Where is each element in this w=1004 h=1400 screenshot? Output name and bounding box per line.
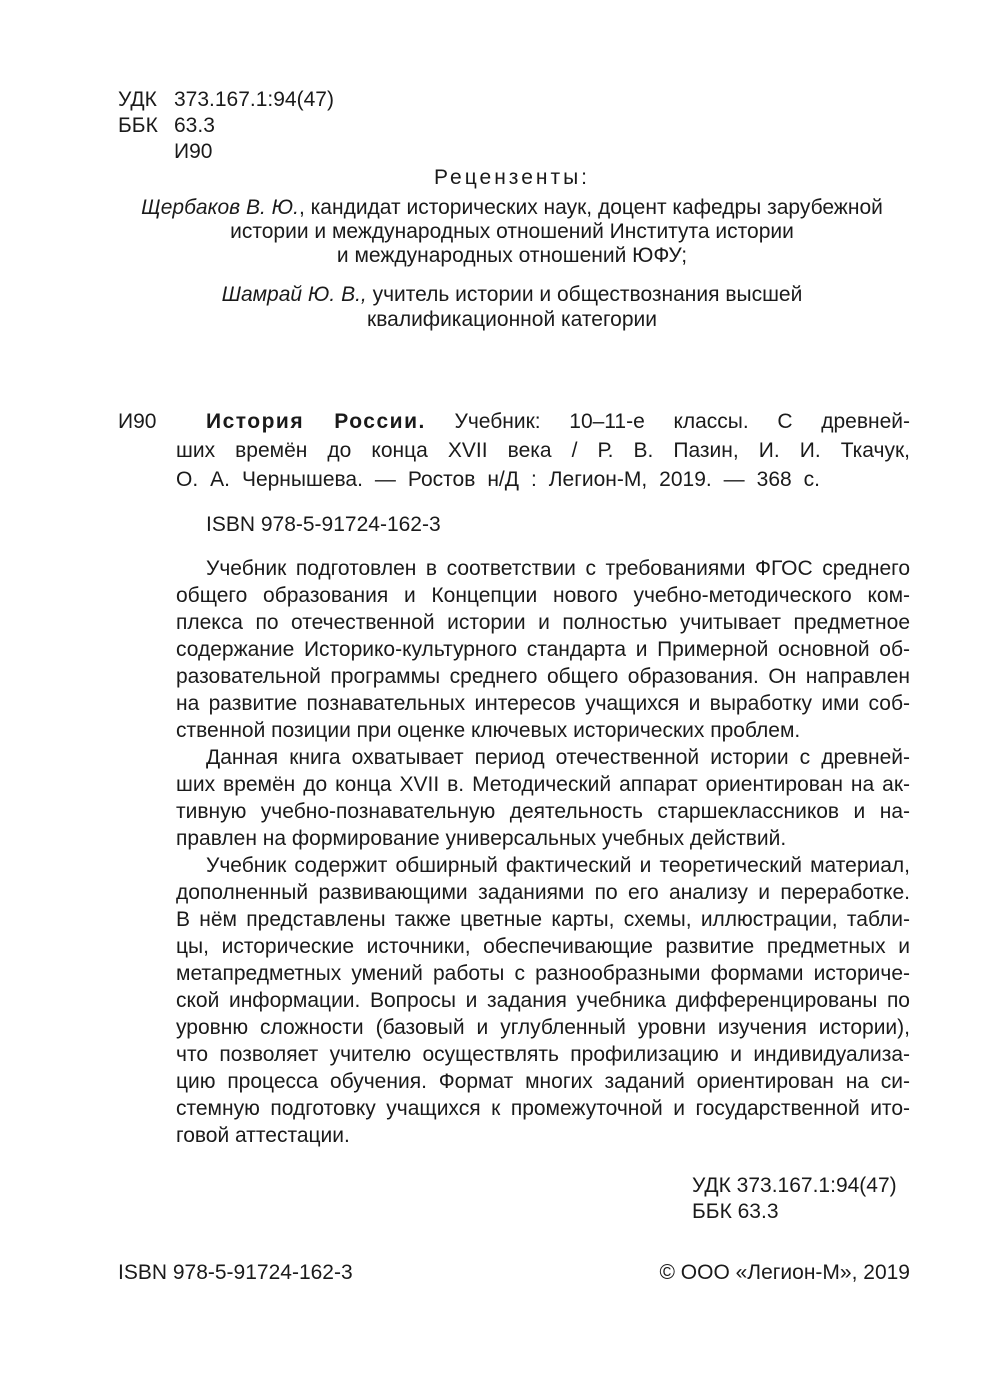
bibliography-line-2: ших времён до конца XVII века / Р. В. Пазин, И. И. Ткачук,: [176, 439, 910, 462]
bbk-label: ББК: [118, 114, 158, 137]
annotation-p3-line-11: говой аттестации.: [176, 1124, 350, 1147]
book-title: История России.: [206, 410, 426, 433]
annotation-p1-line-6: на развитие познавательных интересов учащихся и выработку ими соб-: [176, 692, 910, 715]
annotation-p1-line-7: ственной позиции при оценке ключевых исторических проблем.: [176, 719, 801, 742]
reviewer-2-name: Шамрай Ю. В.,: [221, 283, 367, 306]
author-mark: И90: [174, 140, 213, 163]
footer-isbn: ISBN 978-5-91724-162-3: [118, 1261, 353, 1284]
bibliography-mark: И90: [118, 410, 157, 433]
footer-bbk: ББК 63.3: [692, 1200, 779, 1223]
bibliography-line-3: О. А. Чернышева. — Ростов н/Д : Легион-М, 2019. — 368 с.: [176, 468, 820, 491]
reviewer-1-credentials: , кандидат исторических наук, доцент кафедры зарубежной: [298, 196, 883, 219]
annotation-p1-line-3: плекса по отечественной истории и полностью учитывает предметное: [176, 611, 910, 634]
reviewer-2-line-1: [0, 281, 1004, 309]
annotation-p3-line-3: В нём представлены также цветные карты, схемы, иллюстрации, табли-: [176, 908, 910, 931]
book-subtitle: Учебник: 10–11-е классы. С древней-: [454, 410, 911, 433]
reviewer-1-line-3: и международных отношений ЮФУ;: [336, 244, 688, 267]
annotation-p3-line-9: цию процесса обучения. Формат многих заданий ориентирован на си-: [176, 1070, 910, 1093]
annotation-p2-line-1: Данная книга охватывает период отечественной истории с древней-: [206, 746, 910, 769]
reviewers-heading: Рецензенты:: [433, 166, 591, 189]
annotation-p3-line-2: дополненный развивающими заданиями по его анализу и переработке.: [176, 881, 910, 904]
annotation-p3-line-5: метапредметных умений работы с разнообразными формами историче-: [176, 962, 910, 985]
annotation-p2-line-2: ших времён до конца XVII в. Методический аппарат ориентирован на ак-: [176, 773, 910, 796]
annotation-p3-line-10: стемную подготовку учащихся к промежуточной и государственной ито-: [176, 1097, 910, 1120]
udk-label: УДК: [118, 88, 157, 111]
annotation-p3-line-1: Учебник содержит обширный фактический и теоретический материал,: [206, 854, 910, 877]
annotation-p2-line-3: тивную учебно-познавательную деятельность старшеклассников и на-: [176, 800, 910, 823]
annotation-p1-line-1: Учебник подготовлен в соответствии с требованиями ФГОС среднего: [206, 557, 910, 580]
reviewer-2-line-2: квалификационной категории: [367, 308, 657, 331]
annotation-p2-line-4: правлен на формирование универсальных учебных действий.: [176, 827, 787, 850]
annotation-p3-line-4: цы, исторические источники, обеспечивающие развитие предметных и: [176, 935, 910, 958]
annotation-p3-line-7: уровню сложности (базовый и углубленный уровни изучения истории),: [176, 1016, 910, 1039]
udk-code: 373.167.1:94(47): [174, 88, 334, 111]
annotation-p3-line-6: ской информации. Вопросы и задания учебника дифференцированы по: [176, 989, 910, 1012]
footer-copyright: © ООО «Легион-М», 2019: [659, 1261, 910, 1284]
footer-udk: УДК 373.167.1:94(47): [692, 1174, 897, 1197]
bibliography-line-1: [206, 408, 910, 436]
reviewer-1-line-2: истории и международных отношений Института истории: [230, 220, 794, 243]
reviewer-1-name: Щербаков В. Ю.: [141, 196, 299, 219]
bibliography-isbn: ISBN 978-5-91724-162-3: [206, 513, 441, 536]
annotation-p1-line-5: разовательной программы среднего общего образования. Он направлен: [176, 665, 910, 688]
reviewer-2-credentials: учитель истории и обществознания высшей: [366, 283, 803, 306]
annotation-p1-line-2: общего образования и Концепции нового учебно-методического ком-: [176, 584, 910, 607]
annotation-p3-line-8: что позволяет учителю осуществлять профилизацию и индивидуализа-: [176, 1043, 910, 1066]
annotation-p1-line-4: содержание Историко-культурного стандарта и Примерной основной об-: [176, 638, 910, 661]
bbk-code: 63.3: [174, 114, 215, 137]
